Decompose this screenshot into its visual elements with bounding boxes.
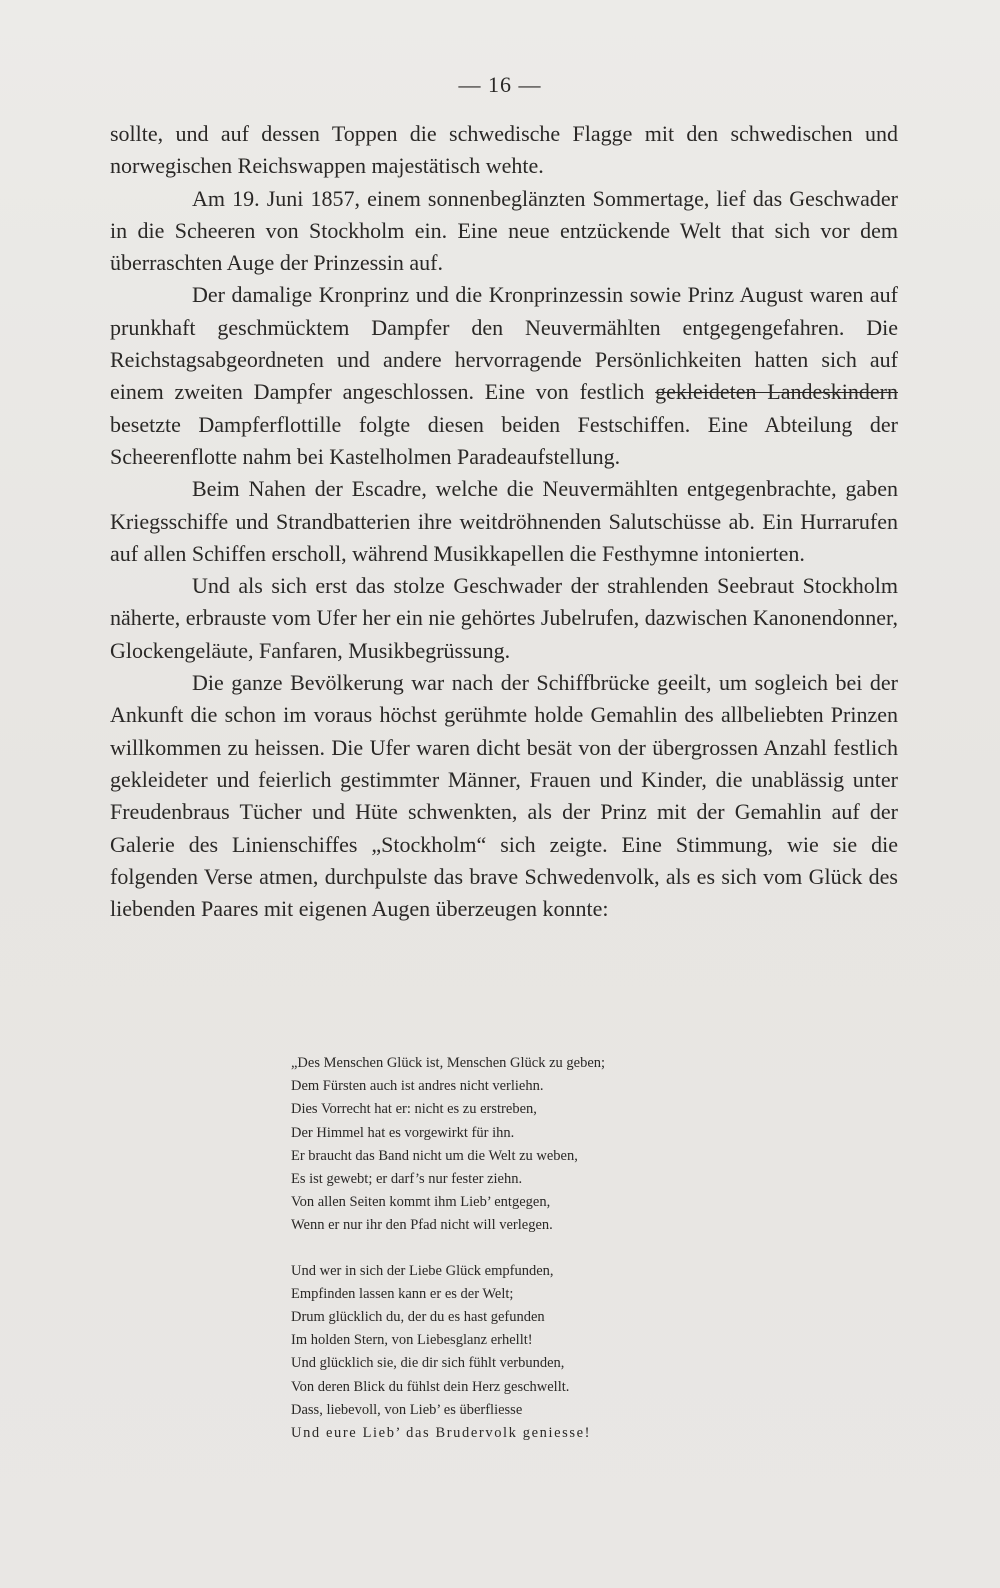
verse-line: Dies Vorrecht hat er: nicht es zu erstreben,	[291, 1101, 537, 1118]
paragraph-4: Beim Nahen der Escadre, welche die Neuvermählten entgegenbrachte, gaben Kriegsschiffe und Strandbatterien ihre weitdröhnenden Salutschüsse ab. Ein Hurrarufen auf allen Schiffen erscholl, während Musikkapellen die Festhymne intonierten.	[110, 476, 898, 566]
verse-line: „Des Menschen Glück ist, Menschen Glück zu geben;	[291, 1055, 606, 1071]
verse-line: Von deren Blick du fühlst dein Herz geschwellt.	[291, 1378, 570, 1395]
page-number: — 16 —	[458, 72, 542, 97]
verse-line: Und wer in sich der Liebe Glück empfunden,	[291, 1262, 554, 1279]
verse-line: Der Himmel hat es vorgewirkt für ihn.	[291, 1124, 515, 1141]
paragraph-3	[110, 279, 898, 473]
paragraph-2: Am 19. Juni 1857, einem sonnenbeglänzten Sommertage, lief das Geschwader in die Scheeren von Stockholm ein. Eine neue entzückende Welt that sich vor dem überraschten Auge der Prinzessin auf.	[110, 185, 898, 276]
verse-line: Im holden Stern, von Liebesglanz erhellt!	[291, 1332, 533, 1349]
verse-line: Und glücklich sie, die dir sich fühlt verbunden,	[291, 1355, 565, 1372]
verse-line: Wenn er nur ihr den Pfad nicht will verlegen.	[291, 1217, 553, 1234]
poem	[291, 1052, 791, 1467]
verse-line: Dem Fürsten auch ist andres nicht verliehn.	[291, 1078, 544, 1095]
paragraph-1: sollte, und auf dessen Toppen die schwedische Flagge mit den schwedischen und norwegischen Reichswappen majestätisch wehte.	[110, 121, 898, 179]
poem-stanza-1	[291, 1052, 791, 1238]
paragraph-5: Und als sich erst das stolze Geschwader der strahlenden Seebraut Stockholm näherte, erbrauste vom Ufer her ein nie gehörtes Jubelrufen, dazwischen Kanonendonner, Glockengeläute, Fanfaren, Musikbegrüssung.	[110, 573, 898, 663]
verse-line: Es ist gewebt; er darf’s nur fester ziehn.	[291, 1171, 523, 1188]
poem-stanza-2	[291, 1260, 791, 1446]
paragraph-3-start: Der damalige Kronprinz und die Kronprinzessin sowie Prinz August waren auf prunkhaft geschmücktem Dampfer den Neuvermählten entgegengefahren. Die Reichstagsabgeordneten und andere hervorragende Persönlichkeiten hatten sich auf einem zweiten Dampfer angeschlossen. Eine von festlich	[110, 282, 898, 405]
paragraph-3-end: besetzte Dampferflottille folgte diesen beiden Festschiffen. Eine Abteilung der Scheerenflotte nahm bei Kastelholmen Paradeaufstellung.	[110, 411, 898, 469]
paragraph-6: Die ganze Bevölkerung war nach der Schiffbrücke geeilt, um sogleich bei der Ankunft die schon im voraus höchst gerühmte holde Gemahlin des allbeliebten Prinzen willkommen zu heissen. Die Ufer waren dicht besät von der übergrossen Anzahl festlich gekleideter und feierlich gestimmter Männer, Frauen und Kinder, die unablässig unter Freudenbraus Tücher und Hüte schwenkten, als der Prinz mit der Gemahlin auf der Galerie des Linienschiffes „Stockholm“ sich zeigte. Eine Stimmung, wie sie die folgenden Verse atmen, durchpulste das brave Schwedenvolk, als es sich vom Glück des liebenden Paares mit eigenen Augen überzeugen konnte:	[110, 670, 898, 922]
verse-line: Drum glücklich du, der du es hast gefunden	[291, 1309, 545, 1326]
verse-line: Dass, liebevoll, von Lieb’ es überfliesse	[291, 1401, 523, 1418]
verse-line: Von allen Seiten kommt ihm Lieb’ entgegen,	[291, 1194, 551, 1211]
verse-line: Er braucht das Band nicht um die Welt zu weben,	[291, 1147, 578, 1164]
verse-line: Empfinden lassen kann er es der Welt;	[291, 1285, 514, 1302]
struck-through-text: gekleideten Landeskindern	[655, 379, 898, 405]
verse-line: Und eure Lieb’ das Brudervolk geniesse!	[291, 1425, 592, 1442]
body-text	[110, 118, 898, 925]
